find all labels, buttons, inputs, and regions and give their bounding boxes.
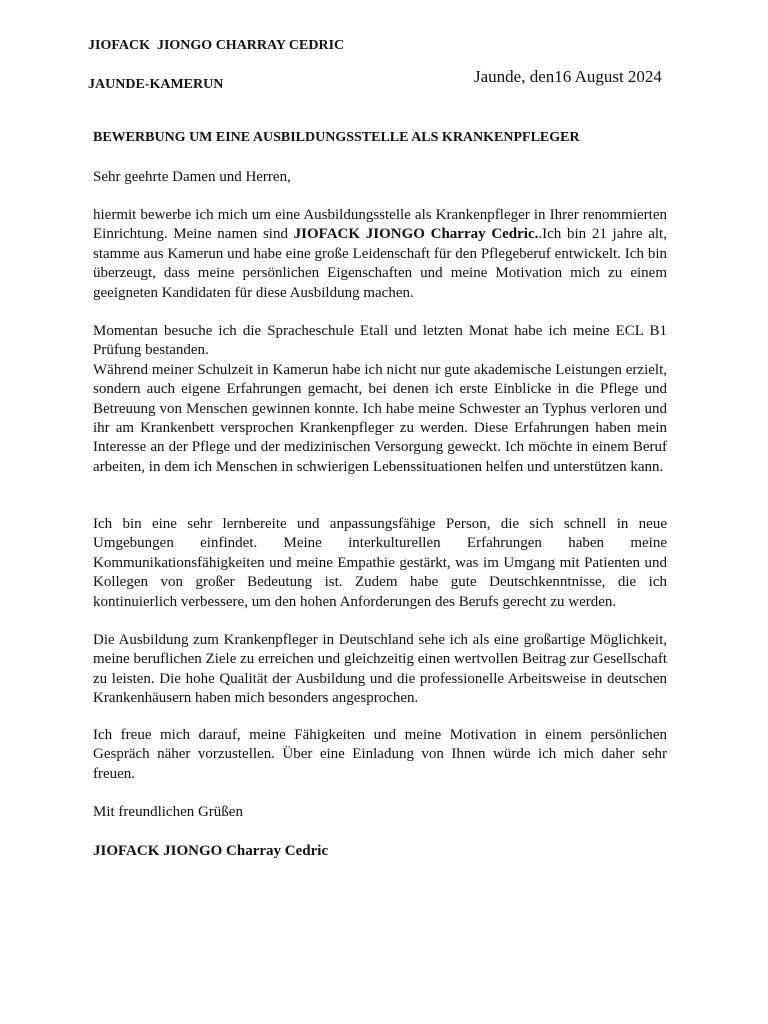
letter-subject: BEWERBUNG UM EINE AUSBILDUNGSSTELLE ALS KRANKENPFLEGER <box>93 130 580 145</box>
applicant-name-inline: JIOFACK JIONGO Charray Cedric. <box>293 226 539 243</box>
paragraph-background <box>93 322 667 477</box>
paragraph-introduction-text: hiermit bewerbe ich mich um eine Ausbildungsstelle als Krankenpfleger in Ihrer renommierten Einrichtung. Meine namen sind <box>93 207 667 243</box>
sender-city: JAUNDE-KAMERUN <box>88 77 224 92</box>
greeting: Sehr geehrte Damen und Herren, <box>93 169 291 185</box>
closing: Mit freundlichen Grüßen <box>93 804 243 820</box>
paragraph-motivation: Die Ausbildung zum Krankenpfleger in Deutschland sehe ich als eine großartige Möglichkeit, meine beruflichen Ziele zu erreichen und gleichzeitig einen wertvollen Beitrag zur Gesellschaft zu leisten. Die hohe Qualität der Ausbildung und die professionelle Arbeitsweise in deutschen Krankenhäusern haben mich besonders angesprochen. <box>93 632 667 707</box>
sender-name: JIOFACK JIONGO CHARRAY CEDRIC <box>88 38 345 53</box>
letter-date: Jaunde, den16 August 2024 <box>474 67 662 86</box>
paragraph-school-experience: Während meiner Schulzeit in Kamerun habe ich nicht nur gute akademische Leistungen erzielt, sondern auch eigene Erfahrungen gemacht, bei denen ich erste Einblicke in die Pflege und Betreuung von Menschen gewinnen konnte. Ich habe meine Schwester an Typhus verloren und ihr am Krankenbett versprochen Krankenpfleger zu werden. Diese Erfahrungen haben mein Interesse an der Pflege und der medizinischen Versorgung geweckt. Ich möchte in einem Beruf arbeiten, in dem ich Menschen in schwierigen Lebenssituationen helfen und unterstützen kann. <box>93 361 667 475</box>
paragraph-introduction-rest: .Ich bin 21 jahre alt, stamme aus Kamerun und habe eine große Leidenschaft für den Pflegeberuf entwickelt. Ich bin überzeugt, dass meine persönlichen Eigenschaften und meine Motivation mich zu einem geeigneten Kandidaten für diese Ausbildung machen. <box>93 226 667 301</box>
paragraph-language-school: Momentan besuche ich die Spracheschule Etall und letzten Monat habe ich meine ECL B1 Prüfung bestanden. <box>93 323 667 359</box>
paragraph-introduction <box>93 206 667 303</box>
paragraph-personality: Ich bin eine sehr lernbereite und anpassungsfähige Person, die sich schnell in neue Umgebungen einfindet. Meine interkulturellen Erfahrungen haben meine Kommunikationsfähigkeiten und meine Empathie gestärkt, was im Umgang mit Patienten und Kollegen von großer Bedeutung ist. Zudem habe gute Deutschkenntnisse, die ich kontinuierlich verbessere, um den hohen Anforderungen des Berufs gerecht zu werden. <box>93 516 667 610</box>
signature: JIOFACK JIONGO Charray Cedric <box>93 843 329 859</box>
paragraph-interview: Ich freue mich darauf, meine Fähigkeiten und meine Motivation in einem persönlichen Gespräch näher vorzustellen. Über eine Einladung von Ihnen würde ich mich daher sehr freuen. <box>93 727 667 782</box>
